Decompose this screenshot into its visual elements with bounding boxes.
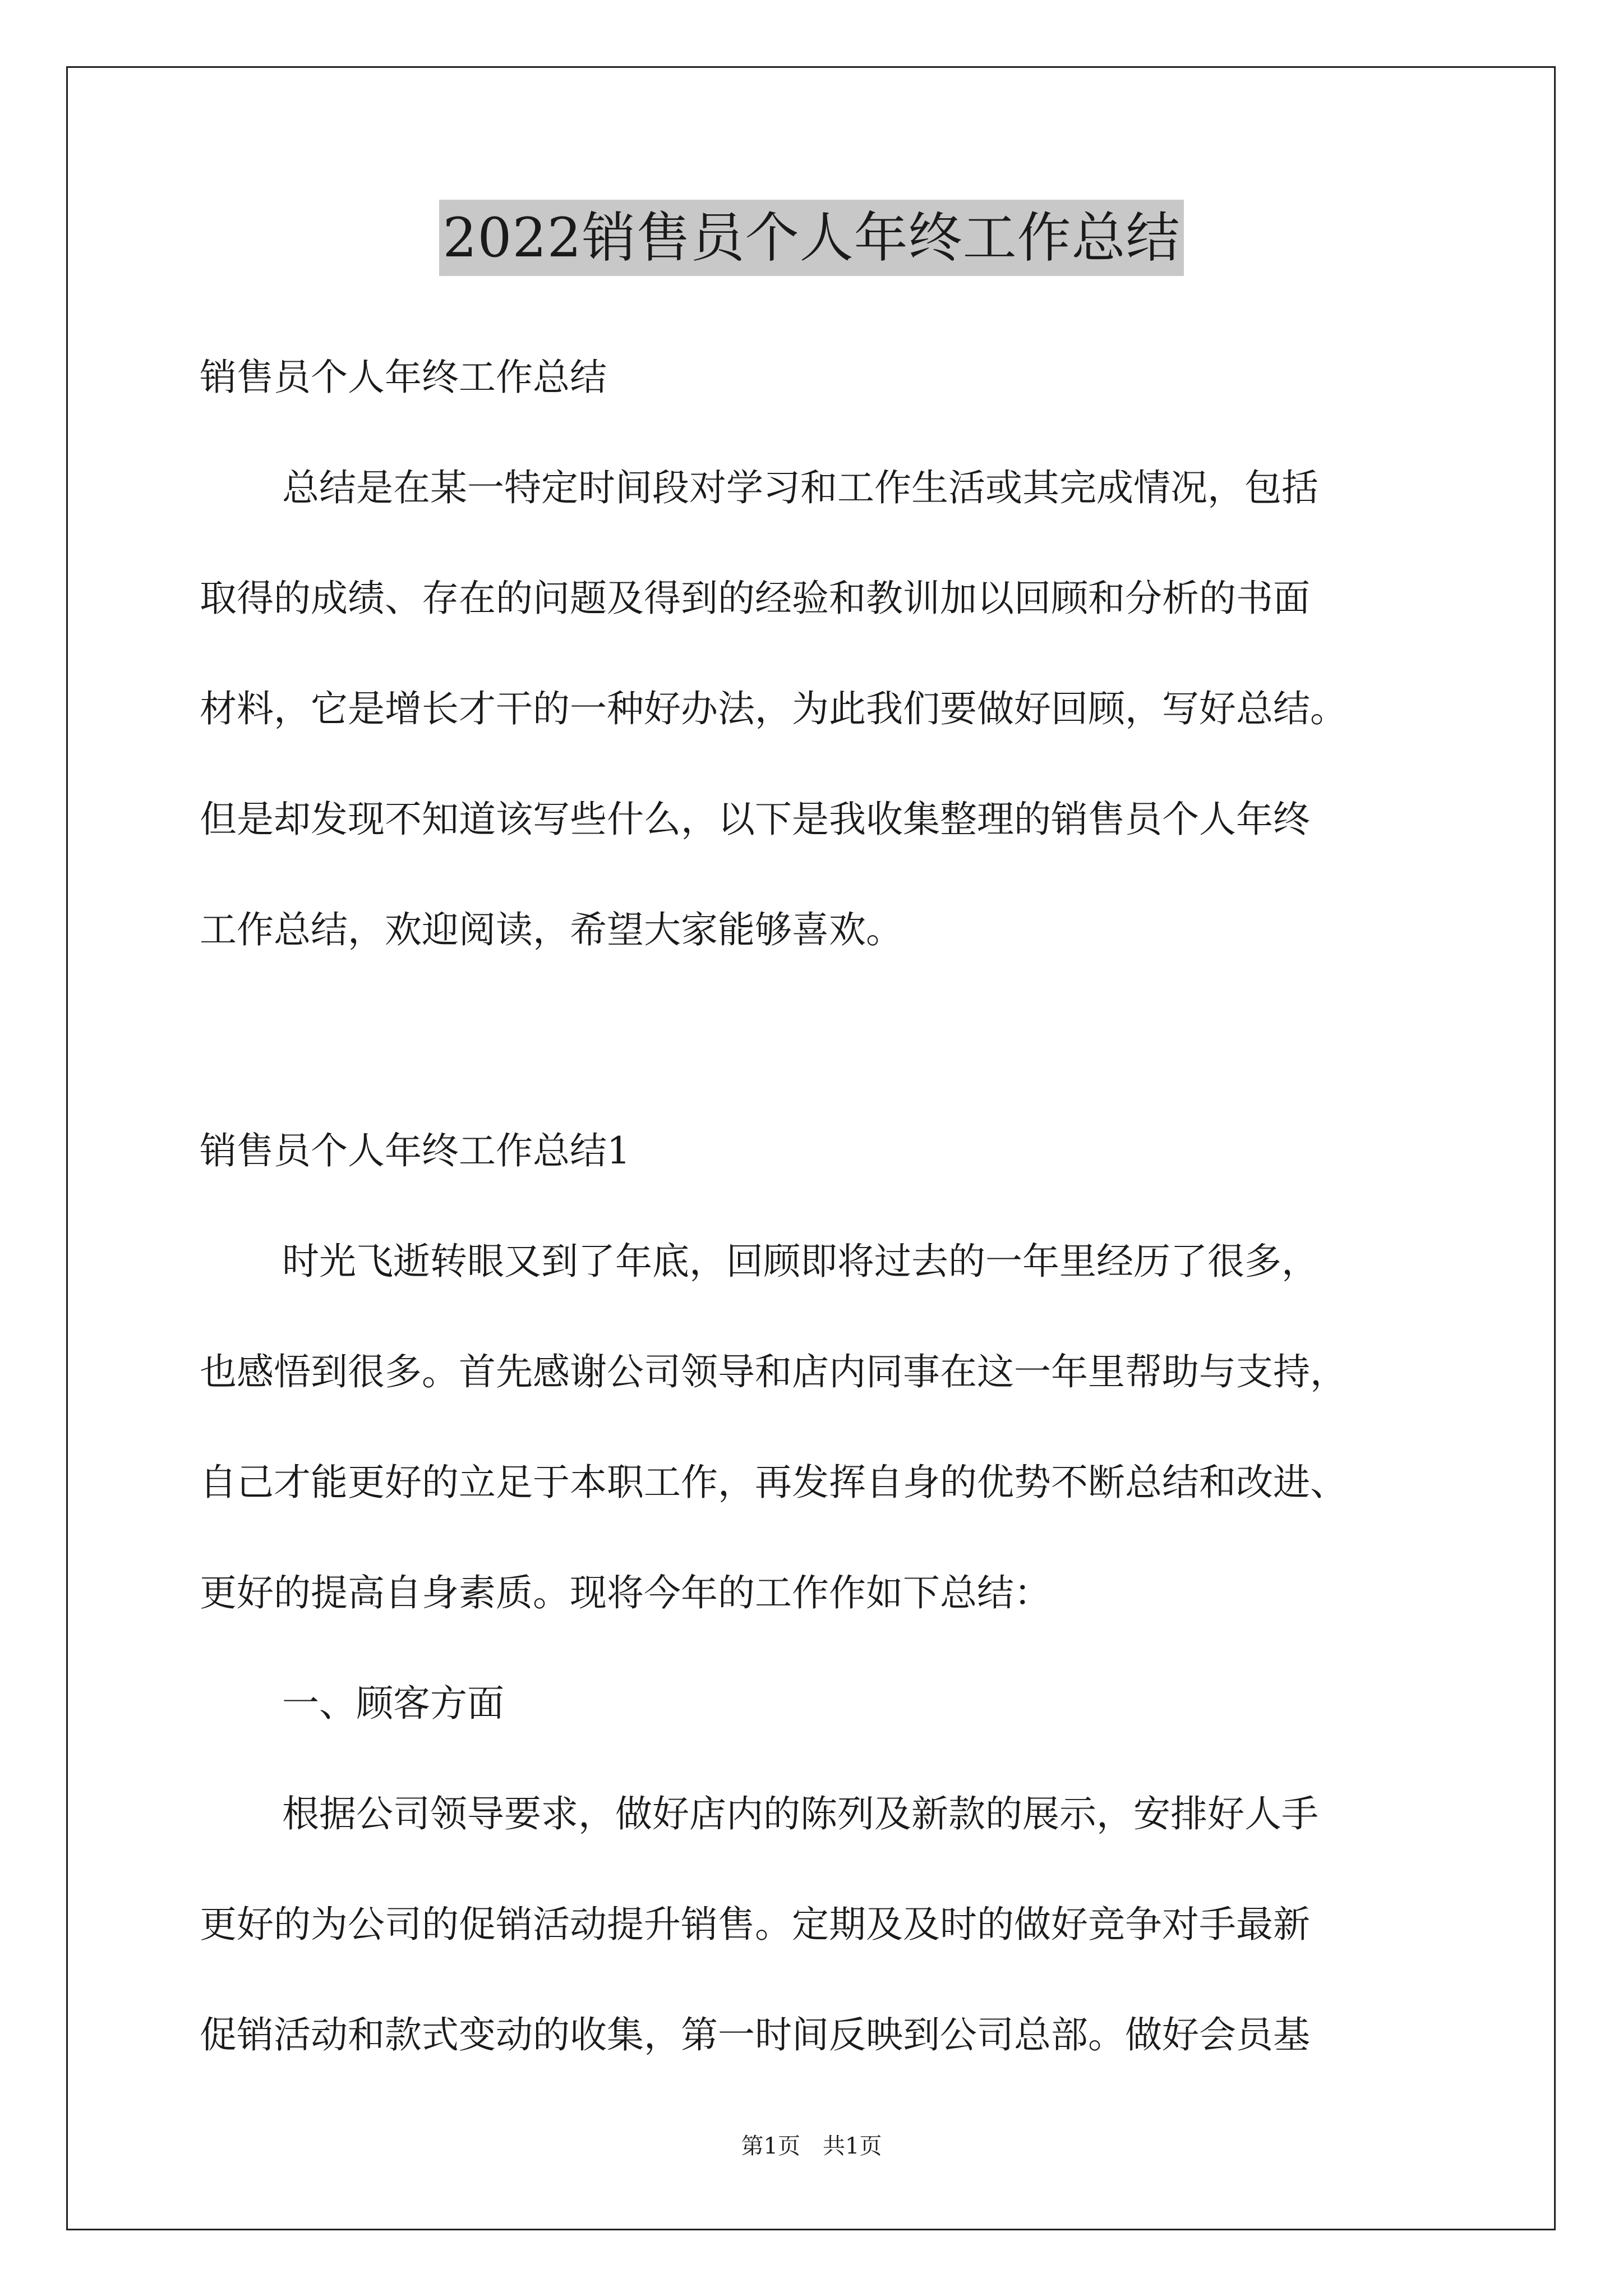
intro-line-2: 取得的成绩、存在的问题及得到的经验和教训加以回顾和分析的书面 bbox=[200, 577, 1310, 620]
customer-subheading: 一、顾客方面 bbox=[282, 1682, 504, 1725]
section-1-line-4: 更好的提高自身素质。现将今年的工作作如下总结： bbox=[200, 1571, 1051, 1614]
page-total: 共1页 bbox=[823, 2133, 882, 2159]
intro-line-3: 材料，它是增长才干的一种好办法，为此我们要做好回顾，写好总结。 bbox=[200, 687, 1347, 730]
document-subtitle: 销售员个人年终工作总结 bbox=[200, 356, 607, 399]
document-title: 2022销售员个人年终工作总结 bbox=[439, 200, 1183, 276]
customer-line-1: 根据公司领导要求，做好店内的陈列及新款的展示，安排好人手 bbox=[282, 1792, 1318, 1835]
title-container bbox=[0, 200, 1623, 276]
section-1-line-1: 时光飞逝转眼又到了年底，回顾即将过去的一年里经历了很多， bbox=[282, 1240, 1318, 1283]
page-number: 第1页 bbox=[741, 2133, 800, 2159]
intro-line-4: 但是却发现不知道该写些什么，以下是我收集整理的销售员个人年终 bbox=[200, 798, 1310, 841]
section-1-line-3: 自己才能更好的立足于本职工作，再发挥自身的优势不断总结和改进、 bbox=[200, 1461, 1347, 1504]
customer-line-3: 促销活动和款式变动的收集，第一时间反映到公司总部。做好会员基 bbox=[200, 2013, 1310, 2056]
intro-line-5: 工作总结，欢迎阅读，希望大家能够喜欢。 bbox=[200, 908, 903, 951]
intro-line-1: 总结是在某一特定时间段对学习和工作生活或其完成情况，包括 bbox=[282, 466, 1318, 509]
page-footer bbox=[0, 2131, 1623, 2162]
section-1-line-2: 也感悟到很多。首先感谢公司领导和店内同事在这一年里帮助与支持， bbox=[200, 1350, 1347, 1393]
customer-line-2: 更好的为公司的促销活动提升销售。定期及及时的做好竞争对手最新 bbox=[200, 1903, 1310, 1946]
section-1-heading: 销售员个人年终工作总结1 bbox=[200, 1129, 630, 1172]
